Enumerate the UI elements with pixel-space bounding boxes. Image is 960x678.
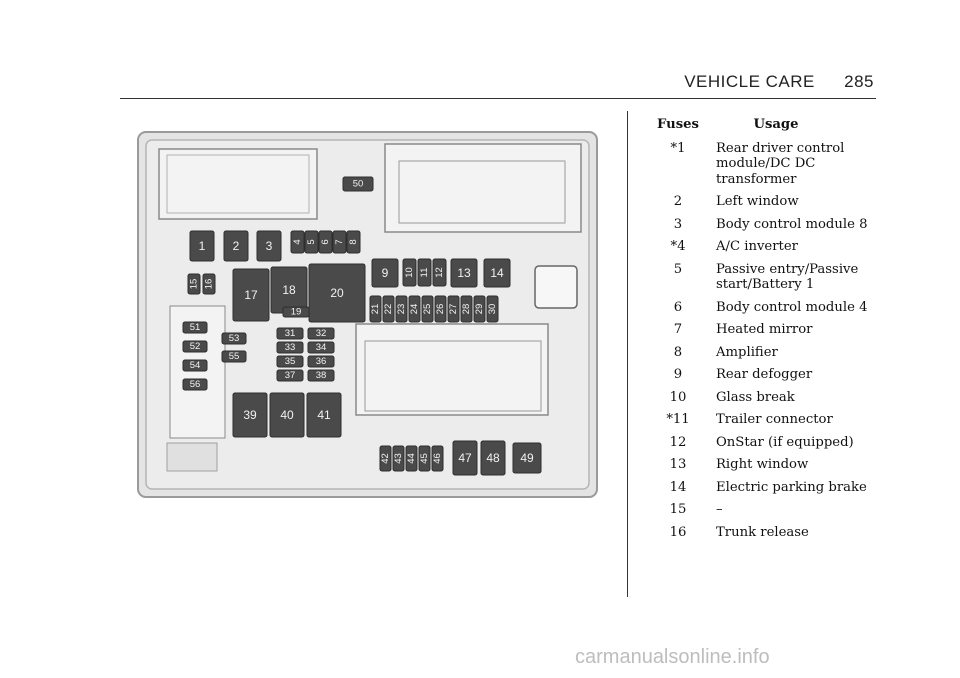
table-row [640,457,880,473]
fuse-number: 7 [673,322,683,337]
fuse-usage-table [640,117,880,547]
fuse-number: 8 [673,344,683,360]
table-row [640,525,880,541]
fuse-label: 27 [448,303,459,315]
fuse-number: 2 [673,194,683,209]
fuse-usage: Trailer connector [716,412,833,427]
fuse-number: *1 [670,140,686,156]
fuse-label: 2 [232,239,240,253]
table-row [640,480,880,496]
fuse-usage: Passive entry/Passive start/Battery 1 [716,261,859,292]
section-title: VEHICLE CARE [684,72,815,91]
fuse-label: 33 [284,342,296,353]
column-header-usage: Usage [753,117,799,132]
fuse-usage: Body control module 4 [716,299,868,315]
fuse-number: 6 [673,299,683,315]
fuse-label: 36 [315,356,327,367]
header-rule [120,98,876,99]
column-header-fuses: Fuses [657,117,699,132]
table-row [640,262,880,293]
fuse-usage: Heated mirror [716,322,813,337]
fuse-number: *11 [666,412,690,427]
fuse-label: 29 [474,303,485,315]
fuse-label: 14 [490,266,504,280]
fuse-label: 38 [315,370,327,381]
fuse-label: 50 [352,178,364,190]
fuse-label: 51 [189,322,201,333]
page-number: 285 [844,72,874,91]
fuse-label: 47 [458,451,472,465]
table-row [640,300,880,316]
fuse-usage: Right window [716,457,809,472]
table-header [640,117,880,133]
fuse-label: 39 [243,408,257,422]
table-rows [640,141,880,541]
fuse-usage: Left window [716,194,799,209]
table-row [640,194,880,210]
relay-housing-center [356,324,548,415]
fuse-label: 31 [284,328,296,339]
fuse-label: 21 [370,303,381,315]
table-row [640,390,880,406]
fuse-number: *4 [670,239,686,254]
fuse-label: 6 [320,239,331,245]
fuse-label: 40 [280,408,294,422]
table-row [640,412,880,428]
fuse-number: 13 [669,457,687,472]
fuse-label: 44 [406,453,417,464]
fuse-label: 24 [409,303,420,315]
fuse-label: 32 [315,328,327,339]
column-divider [627,111,628,597]
fuse-label: 17 [244,288,258,302]
fuse-usage: Body control module 8 [716,216,868,232]
table-row [640,322,880,338]
fuse-label: 34 [315,342,327,353]
fuse-label: 10 [404,267,415,278]
fuse-label: 7 [334,239,345,245]
fuse-label: 26 [435,303,446,315]
fuse-label: 45 [419,453,430,464]
fuse-label: 12 [434,267,445,278]
fuse-label: 20 [330,286,344,300]
fuse-label: 55 [228,351,240,362]
fuse-number: 16 [669,524,687,540]
fuse-number: 5 [673,261,683,277]
fuse-label: 16 [203,278,215,290]
connector-right [535,266,577,308]
fuse-usage: A/C inverter [716,239,798,254]
fuse-label: 46 [432,453,443,464]
fuse-label: 1 [198,239,206,253]
fuse-label: 4 [292,239,303,245]
fuse-label: 35 [284,356,296,367]
connector-bottom-left [167,443,217,471]
fuse-label: 54 [189,360,201,371]
fuse-usage: Rear driver control module/DC DC transformer [716,140,845,187]
table-row [640,345,880,361]
fuse-number: 15 [669,502,687,517]
table-row [640,502,880,518]
fuse-label: 8 [348,239,359,245]
page-header [684,72,874,92]
fuse-label: 15 [188,278,200,290]
fuse-usage: Trunk release [716,524,809,540]
fuse-usage: Rear defogger [716,367,813,382]
fuse-label: 41 [317,408,331,422]
fuse-usage: Amplifier [716,344,778,360]
fuse-label: 22 [383,303,394,315]
fuse-label: 49 [520,451,534,465]
watermark: carmanualsonline.info [575,646,770,668]
fuse-number: 3 [673,216,683,232]
fuse-label: 19 [290,306,302,318]
table-row [640,435,880,451]
table-row [640,141,880,188]
fuse-number: 9 [673,367,683,382]
table-row [640,239,880,255]
fuse-block-diagram [137,131,598,498]
fuse-usage: – [716,502,723,517]
table-row [640,367,880,383]
fuse-label: 37 [284,370,296,381]
fuse-label: 42 [380,453,391,464]
fuse-label: 25 [422,303,433,315]
fuse-label: 3 [265,239,273,253]
fuse-usage: OnStar (if equipped) [716,434,854,450]
relay-housing-right [385,144,581,232]
fuse-number: 12 [669,434,687,450]
fuse-label: 11 [419,267,430,278]
fuse-usage: Electric parking brake [716,479,867,495]
relay-housing-left [159,149,317,219]
fuse-number: 14 [669,479,687,495]
fuse-label: 18 [282,283,296,297]
fuse-label: 48 [486,451,500,465]
table-row [640,217,880,233]
fuse-label: 52 [189,341,201,352]
fuse-label: 28 [461,303,472,315]
fuse-label: 53 [228,333,240,344]
fuse-label: 43 [393,453,404,464]
fuse-label: 9 [381,266,389,280]
fuse-label: 5 [306,239,317,245]
fuse-label: 56 [189,379,201,390]
fuse-number: 10 [669,389,687,405]
fuse-usage: Glass break [716,389,795,405]
fuse-label: 23 [396,303,407,315]
fuse-label: 13 [457,266,471,280]
fuse-label: 30 [487,303,498,315]
